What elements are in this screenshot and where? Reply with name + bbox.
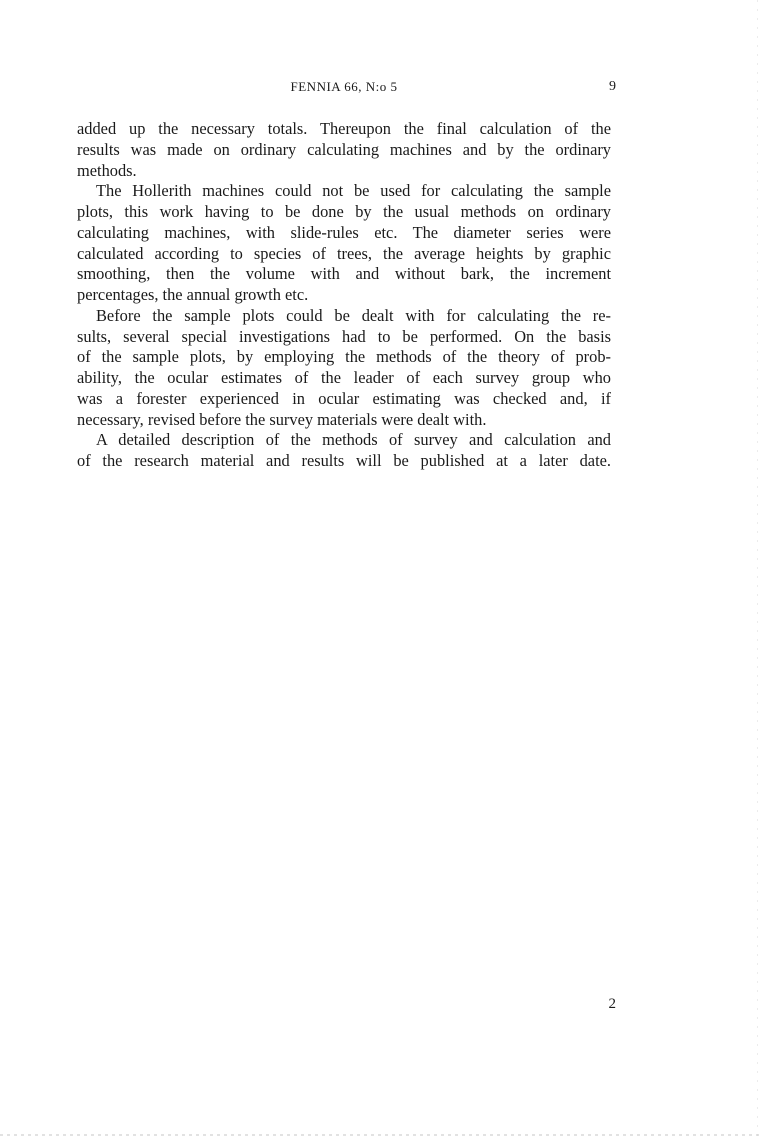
text-line: calculating machines, with slide-rules etc. The diameter series were [77,222,611,242]
text-line: necessary, revised before the survey materials were dealt with. [77,409,487,429]
paragraph-1 [77,119,611,181]
text-line: of the sample plots, by employing the methods of the theory of prob- [77,347,611,367]
running-header [0,77,760,97]
text-line: results was made on ordinary calculating machines and by the ordinary [77,139,611,159]
paragraph-3 [77,306,611,431]
text-line: of the research material and results will be published at a later date. [77,451,611,470]
text-line: added up the necessary totals. Thereupon the final calculation of the [77,119,611,138]
paragraph-4 [77,430,611,472]
text-line: The Hollerith machines could not be used for calculating the sample [96,181,611,201]
page-number: 9 [609,79,616,94]
scan-edge-right [757,0,758,1142]
text-line: was a forester experienced in ocular estimating was checked and, if [77,388,611,408]
scan-edge-bottom [0,1134,760,1136]
running-title: FENNIA 66, N:o 5 [290,79,398,94]
sheet-signature-number: 2 [608,996,616,1012]
text-line: percentages, the annual growth etc. [77,285,309,304]
text-line: plots, this work having to be done by the usual methods on ordinary [77,202,611,221]
text-line: ability, the ocular estimates of the leader of each survey group who [77,368,611,387]
text-line: smoothing, then the volume with and without bark, the increment [77,264,611,284]
text-line: sults, several special investigations had to be performed. On the basis [77,326,611,346]
text-line: calculated according to species of trees, the average heights by graphic [77,243,611,263]
text-line: methods. [77,160,137,180]
body-text [77,119,611,472]
text-line: A detailed description of the methods of survey and calculation and [96,430,611,450]
paragraph-2 [77,181,611,306]
text-line: Before the sample plots could be dealt with for calculating the re- [96,305,611,325]
